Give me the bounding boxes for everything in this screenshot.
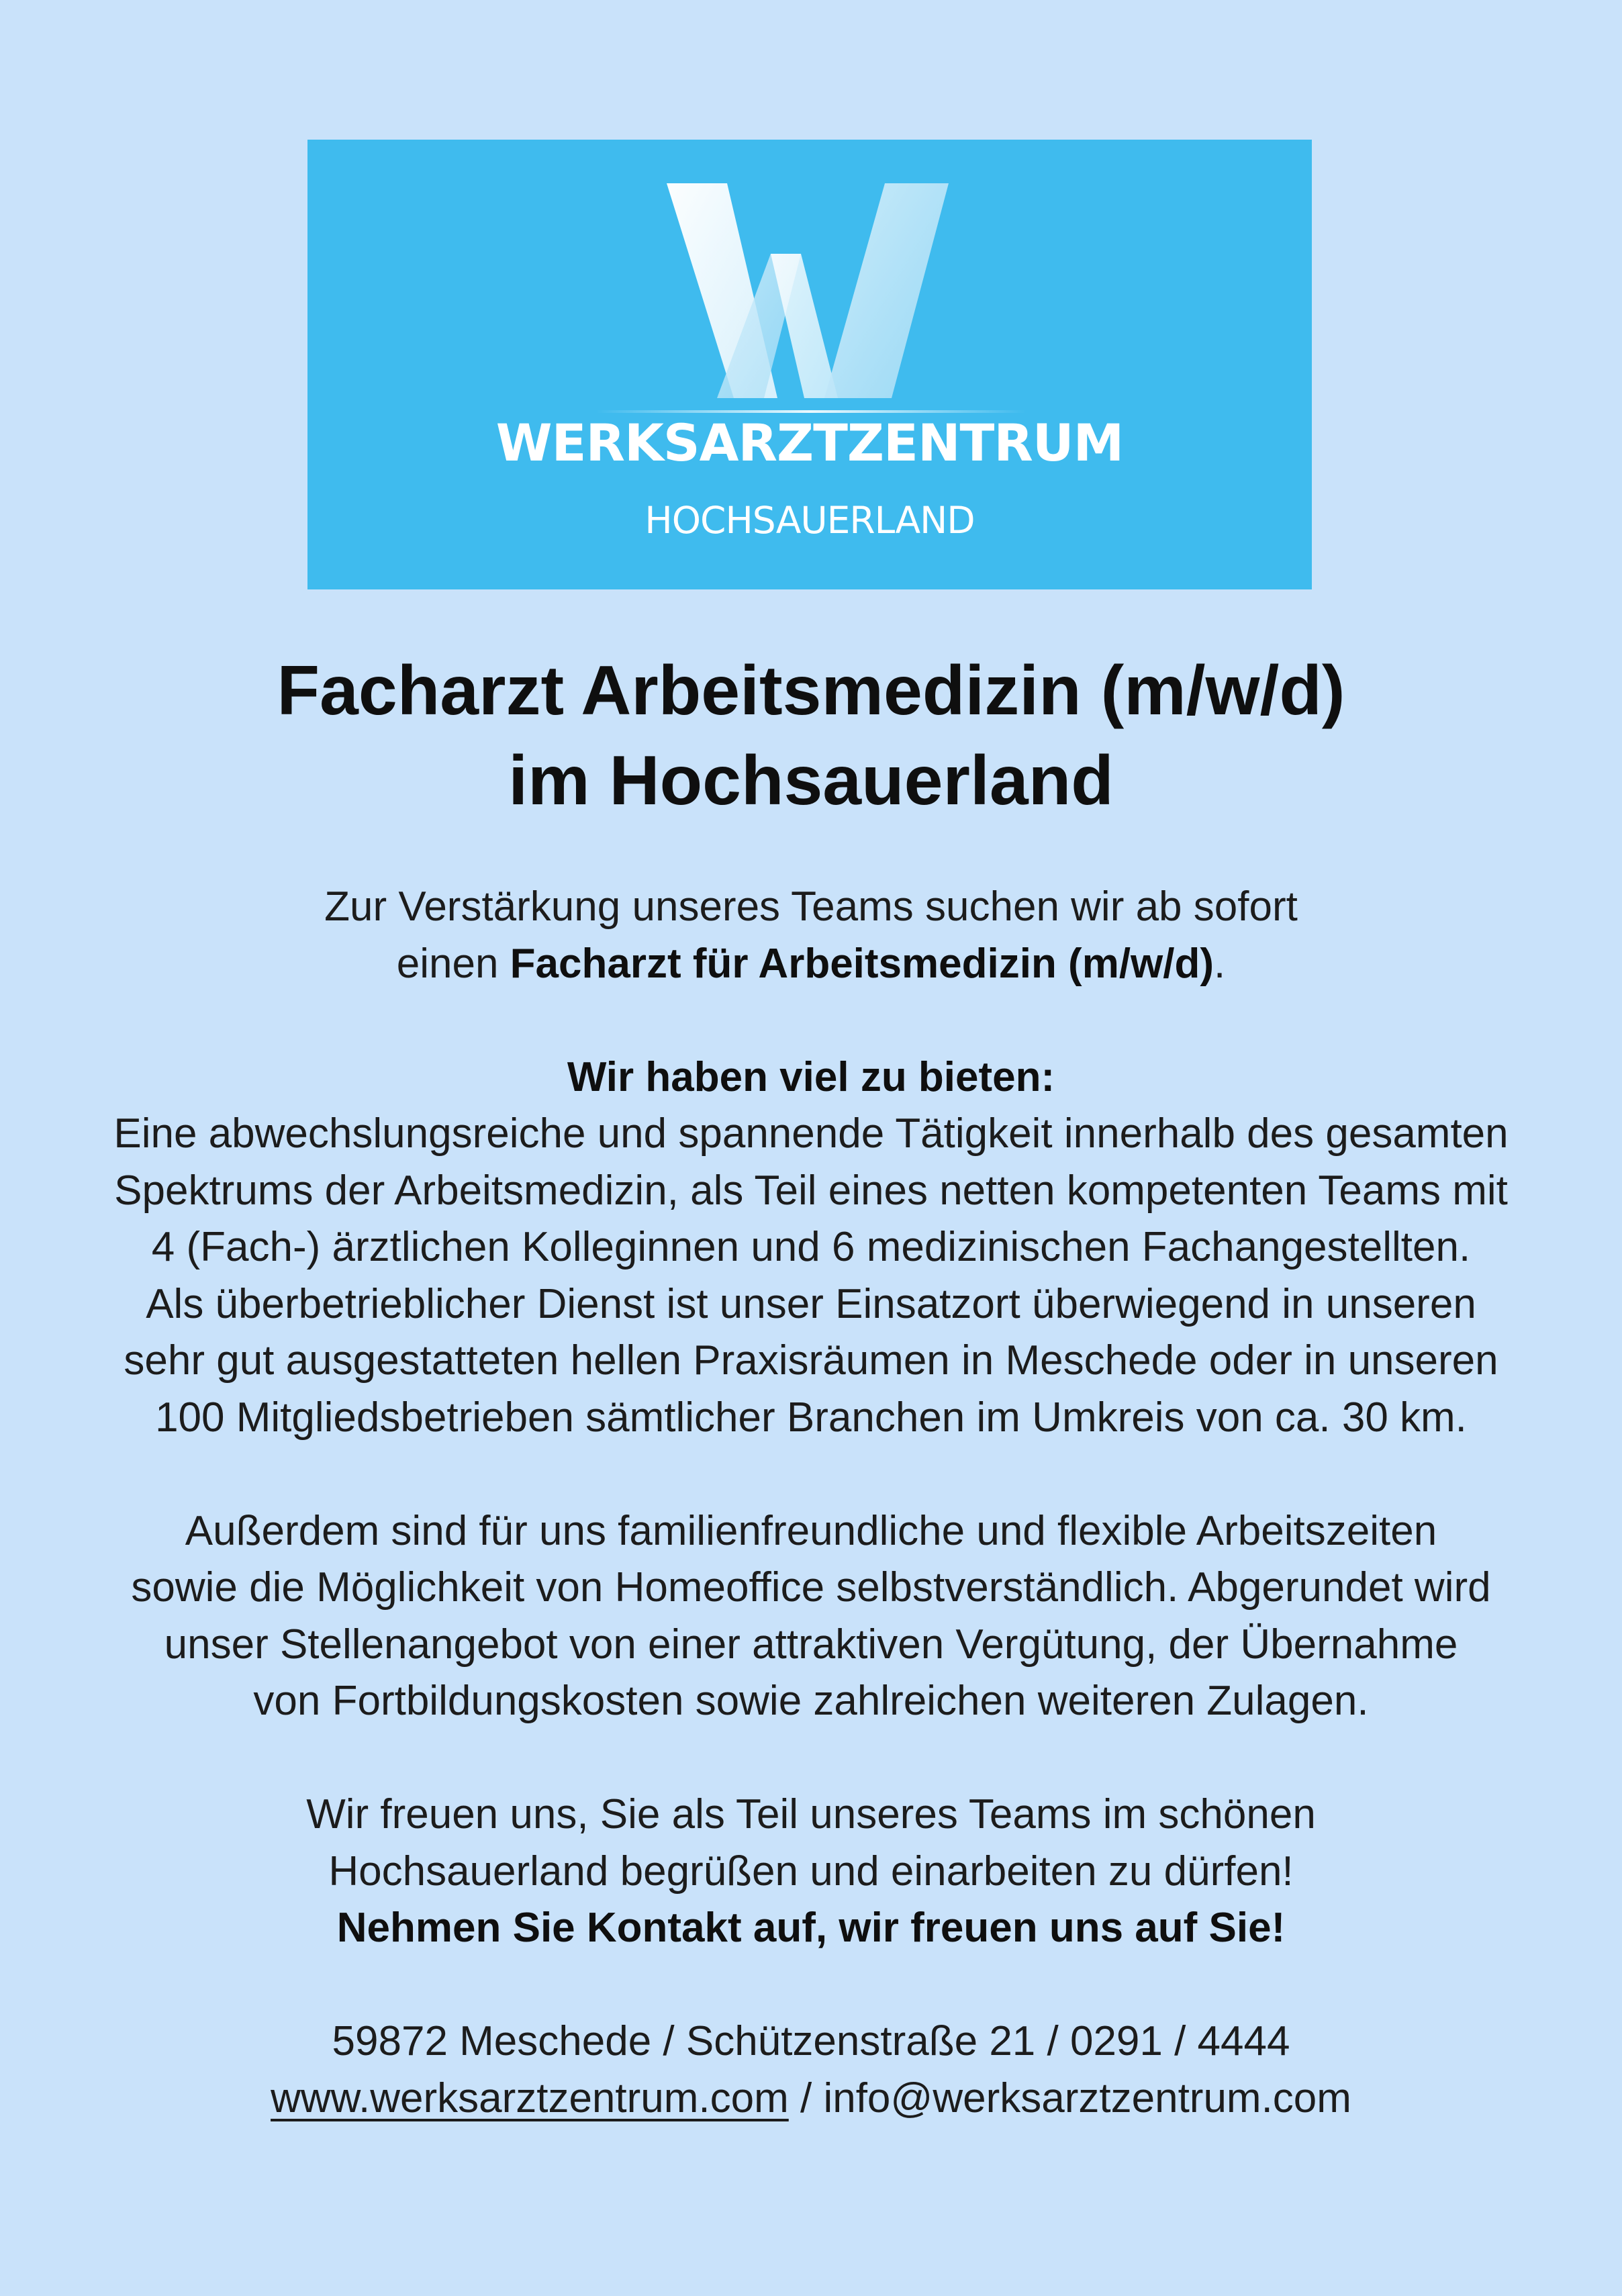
- closing-cta-text: Nehmen Sie Kontakt auf, wir freuen uns auf Sie!: [336, 1905, 1286, 1951]
- offer-line: Spektrums der Arbeitsmedizin, als Teil eines netten kompetenten Teams mit: [114, 1167, 1508, 1214]
- offer-line: 4 (Fach-) ärztlichen Kolleginnen und 6 medizinischen Fachangestellten.: [151, 1224, 1471, 1270]
- closing-line-2: Hochsauerland begrüßen und einarbeiten zu dürfen!: [328, 1848, 1294, 1895]
- intro-suffix: .: [1214, 940, 1226, 987]
- offer-line: 100 Mitgliedsbetrieben sämtlicher Branchen im Umkreis von ca. 30 km.: [155, 1394, 1467, 1441]
- job-title-line-1: Facharzt Arbeitsmedizin (m/w/d): [277, 652, 1345, 730]
- spacer: [0, 1957, 1622, 2014]
- contact-address: 59872 Meschede / Schützenstraße 21 / 0291 / 4444: [332, 2018, 1290, 2064]
- benefits-line: von Fortbildungskosten sowie zahlreichen weiteren Zulagen.: [253, 1678, 1369, 1724]
- benefits-line: Außerdem sind für uns familienfreundliche und flexible Arbeitszeiten: [185, 1507, 1437, 1554]
- company-logo: [307, 140, 1312, 589]
- offer-line: sehr gut ausgestatteten hellen Praxisräumen in Meschede oder in unseren: [124, 1337, 1498, 1384]
- offer-heading-text: Wir haben viel zu bieten:: [567, 1053, 1055, 1100]
- intro-line-2: [0, 936, 1622, 993]
- closing-cta: [0, 1900, 1622, 1957]
- spacer: [0, 1446, 1622, 1503]
- offer-heading: [0, 1049, 1622, 1106]
- closing-line-1: Wir freuen uns, Sie als Teil unseres Teams im schönen: [306, 1791, 1316, 1837]
- job-title-line-2: im Hochsauerland: [508, 742, 1114, 820]
- website-link[interactable]: www.werksarztzentrum.com: [271, 2074, 789, 2121]
- contact-separator: /: [788, 2074, 824, 2121]
- spacer: [0, 1730, 1622, 1787]
- benefits-line: unser Stellenangebot von einer attraktiven Vergütung, der Übernahme: [164, 1621, 1458, 1668]
- intro-position: Facharzt für Arbeitsmedizin (m/w/d): [510, 940, 1214, 987]
- intro-prefix: einen: [396, 940, 510, 987]
- intro-line-1: Zur Verstärkung unseres Teams suchen wir ab sofort: [324, 883, 1298, 930]
- offer-line: Eine abwechslungsreiche und spannende Tätigkeit innerhalb des gesamten: [113, 1110, 1509, 1157]
- job-description: [0, 879, 1622, 2127]
- contact-web-email: [0, 2070, 1622, 2127]
- offer-line: Als überbetrieblicher Dienst ist unser Einsatzort überwiegend in unseren: [146, 1280, 1476, 1327]
- spacer: [0, 992, 1622, 1049]
- job-title: [0, 646, 1622, 826]
- benefits-line: sowie die Möglichkeit von Homeoffice selbstverständlich. Abgerundet wird: [131, 1564, 1491, 1611]
- logo-company-name: WERKSARZTZENTRUM: [495, 413, 1124, 473]
- email-address: info@werksarztzentrum.com: [823, 2074, 1351, 2121]
- logo-region: HOCHSAUERLAND: [645, 499, 975, 542]
